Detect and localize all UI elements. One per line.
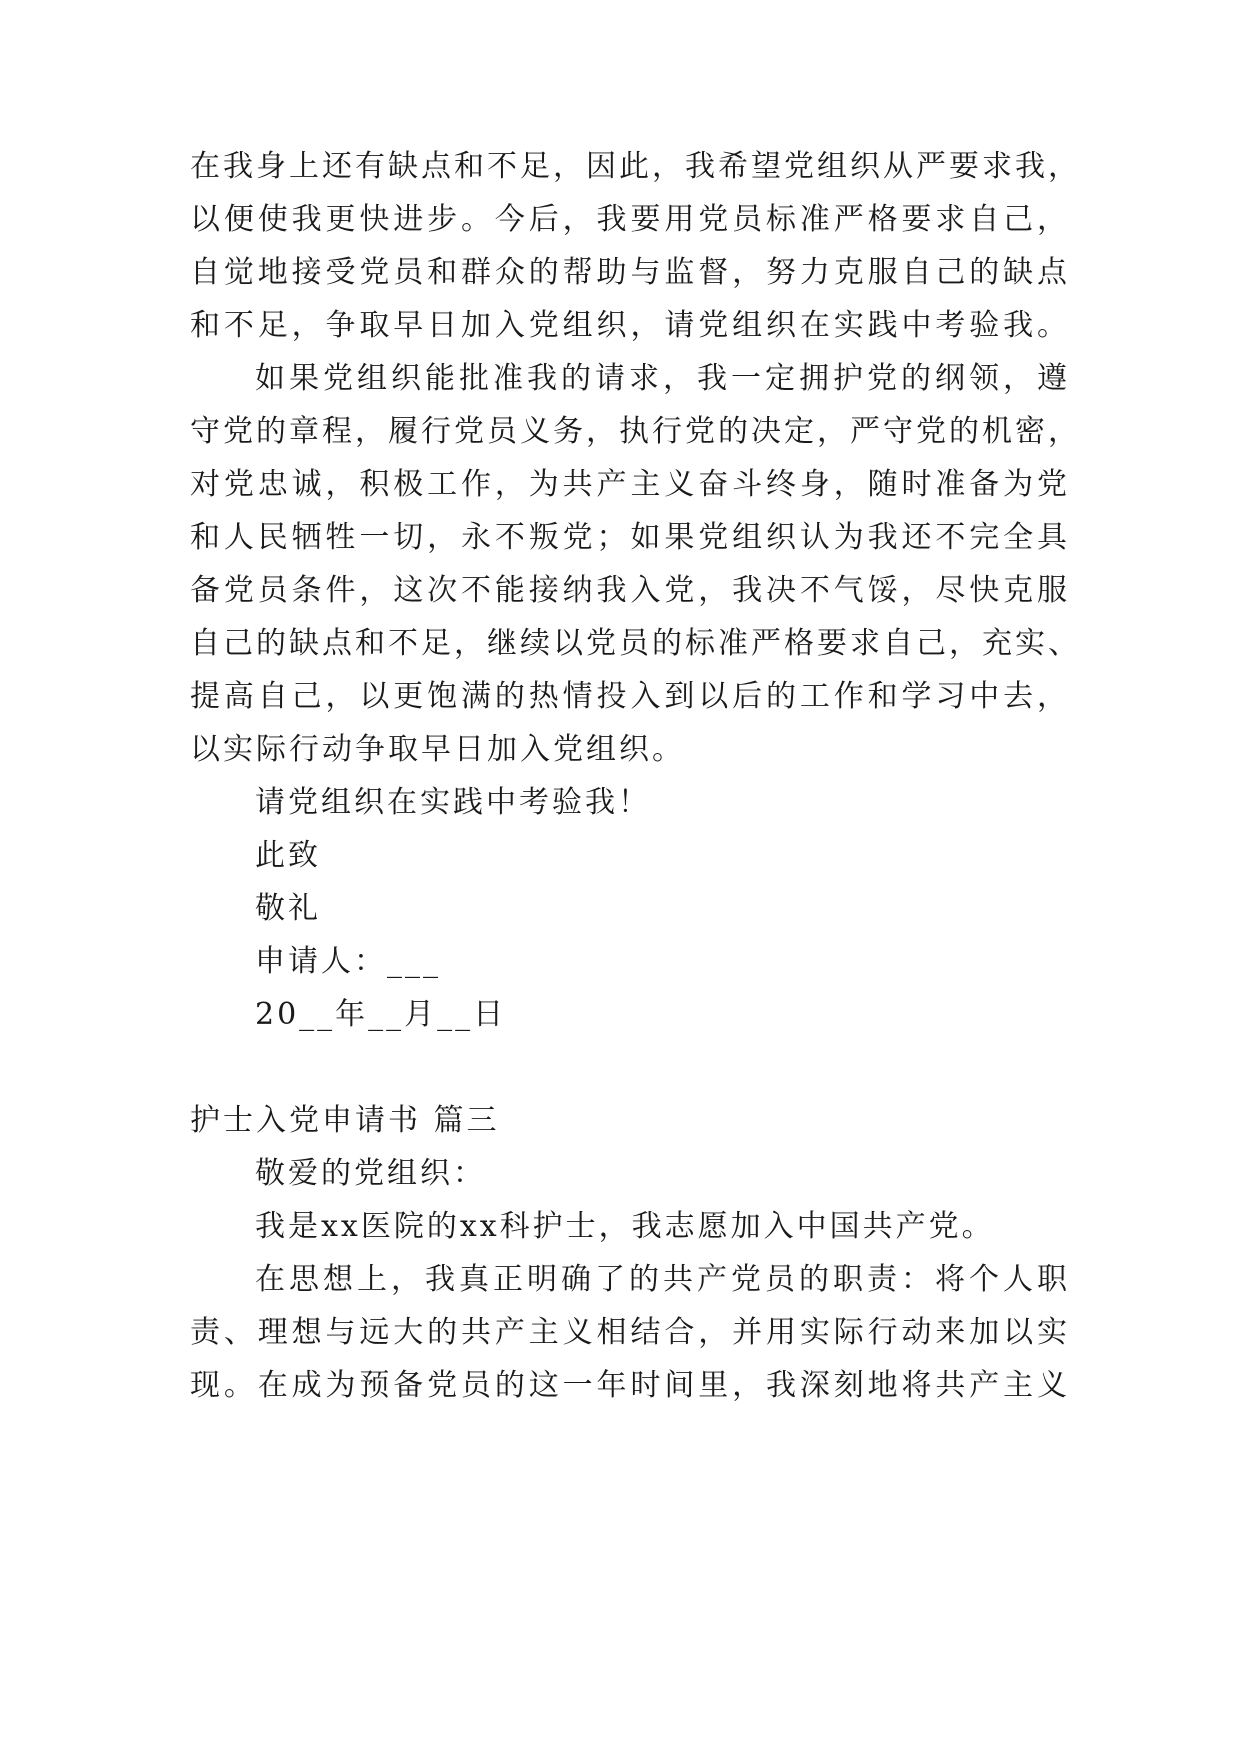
paragraph-line: 以实际行动争取早日加入党组织。 bbox=[190, 732, 685, 767]
paragraph-line: 备党员条件，这次不能接纳我入党，我决不气馁，尽快克服 bbox=[190, 573, 1070, 608]
intro-line: 我是xx医院的xx科护士，我志愿加入中国共产党。 bbox=[255, 1209, 995, 1244]
paragraph-line: 在我身上还有缺点和不足，因此，我希望党组织从严要求我， bbox=[190, 149, 1081, 184]
paragraph-line: 和人民牺牲一切，永不叛党；如果党组织认为我还不完全具 bbox=[190, 520, 1070, 555]
paragraph-line: 在思想上，我真正明确了的共产党员的职责：将个人职 bbox=[255, 1262, 1070, 1297]
salutation: 敬爱的党组织： bbox=[255, 1156, 486, 1191]
paragraph-line: 以便使我更快进步。今后，我要用党员标准严格要求自己， bbox=[190, 202, 1070, 237]
paragraph-line: 自觉地接受党员和群众的帮助与监督，努力克服自己的缺点 bbox=[190, 255, 1070, 290]
closing-test-line: 请党组织在实践中考验我！ bbox=[255, 785, 651, 820]
paragraph-line: 提高自己，以更饱满的热情投入到以后的工作和学习中去， bbox=[190, 679, 1070, 714]
closing-jingli: 敬礼 bbox=[255, 891, 321, 926]
applicant-signature: 申请人：___ bbox=[255, 944, 441, 979]
paragraph-line: 责、理想与远大的共产主义相结合，并用实际行动来加以实 bbox=[190, 1315, 1070, 1350]
date-line: 20__年__月__日 bbox=[255, 997, 507, 1032]
paragraph-line: 对党忠诚，积极工作，为共产主义奋斗终身，随时准备为党 bbox=[190, 467, 1070, 502]
paragraph-line: 自己的缺点和不足，继续以党员的标准严格要求自己，充实、 bbox=[190, 626, 1081, 661]
section-heading: 护士入党申请书 篇三 bbox=[190, 1103, 500, 1138]
paragraph-line: 守党的章程，履行党员义务，执行党的决定，严守党的机密， bbox=[190, 414, 1081, 449]
paragraph-line: 如果党组织能批准我的请求，我一定拥护党的纲领，遵 bbox=[255, 361, 1070, 396]
closing-cizhi: 此致 bbox=[255, 838, 321, 873]
paragraph-line: 和不足，争取早日加入党组织，请党组织在实践中考验我。 bbox=[190, 308, 1070, 343]
paragraph-line: 现。在成为预备党员的这一年时间里，我深刻地将共产主义 bbox=[190, 1368, 1070, 1403]
